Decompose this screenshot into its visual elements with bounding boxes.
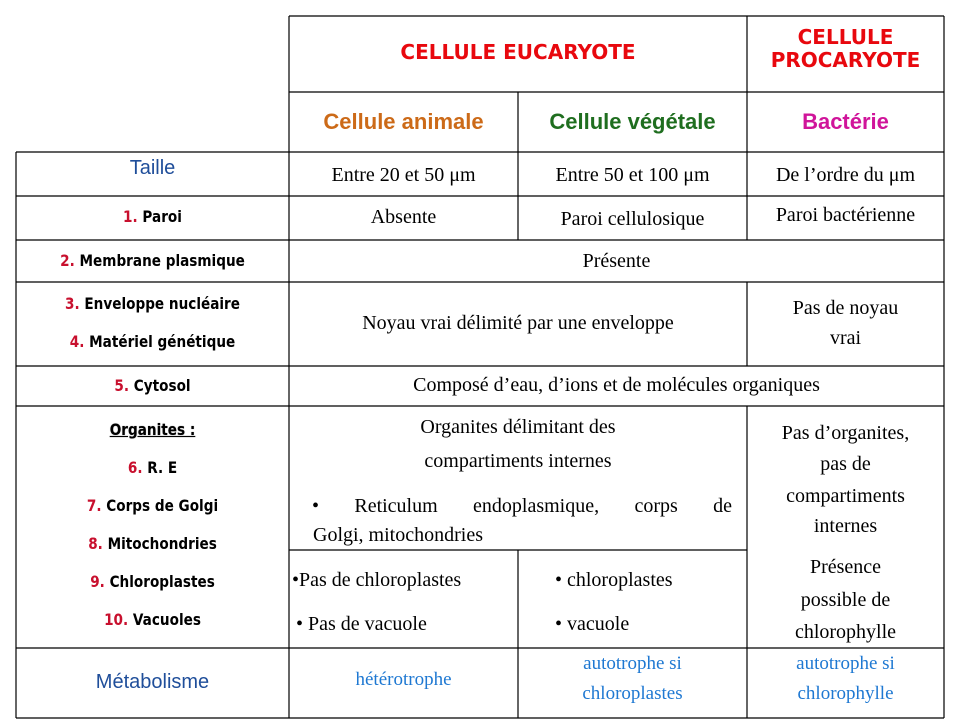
row-label-taille: Taille [129,157,176,179]
organites-title: Organites : [109,420,196,439]
paroi-animal: Absente [370,206,437,228]
organites-animal-b2: • Pas de vacuole [296,613,427,635]
organites-bact-1: Pas d’organites, [781,422,910,444]
metabolisme-vegetal-1: autotrophe si [583,653,682,674]
metabolisme-bacteria-1: autotrophe si [796,653,895,674]
taille-bacteria: De l’ordre du μm [775,164,915,186]
row-label-cytosol: 5. Cytosol [114,376,191,395]
paroi-vegetal: Paroi cellulosique [560,208,705,230]
organites-bact-3: compartiments [786,485,905,507]
organites-bact-4: internes [813,515,878,537]
metabolisme-bacteria-2: chlorophylle [797,683,894,704]
cytosol-value: Composé d’eau, d’ions et de molécules organiques [413,374,820,396]
organites-vegetal-b1: • chloroplastes [555,569,673,591]
organites-bact-5: Présence [809,556,882,578]
organite-item: 10. Vacuoles [104,610,201,629]
organites-euk-line2: compartiments internes [424,450,612,472]
noyau-bacteria-line2: vrai [829,327,862,349]
metabolisme-animal: hétérotrophe [355,669,452,690]
organites-euk-bullet1: • Reticulum endoplasmique, corps de [312,495,732,517]
organites-bact-7: chlorophylle [794,621,897,643]
organite-item: 6. R. E [127,458,178,477]
organite-item: 9. Chloroplastes [90,572,215,591]
row-label-noyau: 3. Enveloppe nucléaire 4. Matériel génétique [65,294,240,351]
row-label-membrane: 2. Membrane plasmique [60,251,245,270]
header-eukaryote: CELLULE EUCARYOTE [400,40,636,64]
organite-item: 8. Mitochondries [88,534,217,553]
noyau-bacteria-line1: Pas de noyau [792,297,899,319]
organites-bact-6: possible de [800,589,891,611]
row-label-metabolisme: Métabolisme [95,671,210,693]
organites-animal-b1: •Pas de chloroplastes [292,569,462,591]
header-prokaryote: CELLULE PROCARYOTE [770,25,921,72]
organites-euk-line1: Organites délimitant des [420,416,616,438]
header-vegetal: Cellule végétale [549,109,716,134]
organites-bact-2: pas de [820,453,871,475]
metabolisme-vegetal-2: chloroplastes [582,683,683,704]
organite-item: 7. Corps de Golgi [86,496,219,515]
organites-euk-bullet2: Golgi, mitochondries [313,524,483,546]
paroi-bacteria: Paroi bactérienne [775,204,916,226]
noyau-eukaryote: Noyau vrai délimité par une enveloppe [362,312,674,334]
taille-vegetal: Entre 50 et 100 μm [555,164,710,186]
row-label-paroi: 1. Paroi [123,207,182,226]
organites-vegetal-b2: • vacuole [555,613,630,635]
header-bacteria: Bactérie [802,109,889,134]
taille-animal: Entre 20 et 50 μm [331,164,476,186]
membrane-value: Présente [582,250,651,272]
header-animal: Cellule animale [323,109,484,134]
